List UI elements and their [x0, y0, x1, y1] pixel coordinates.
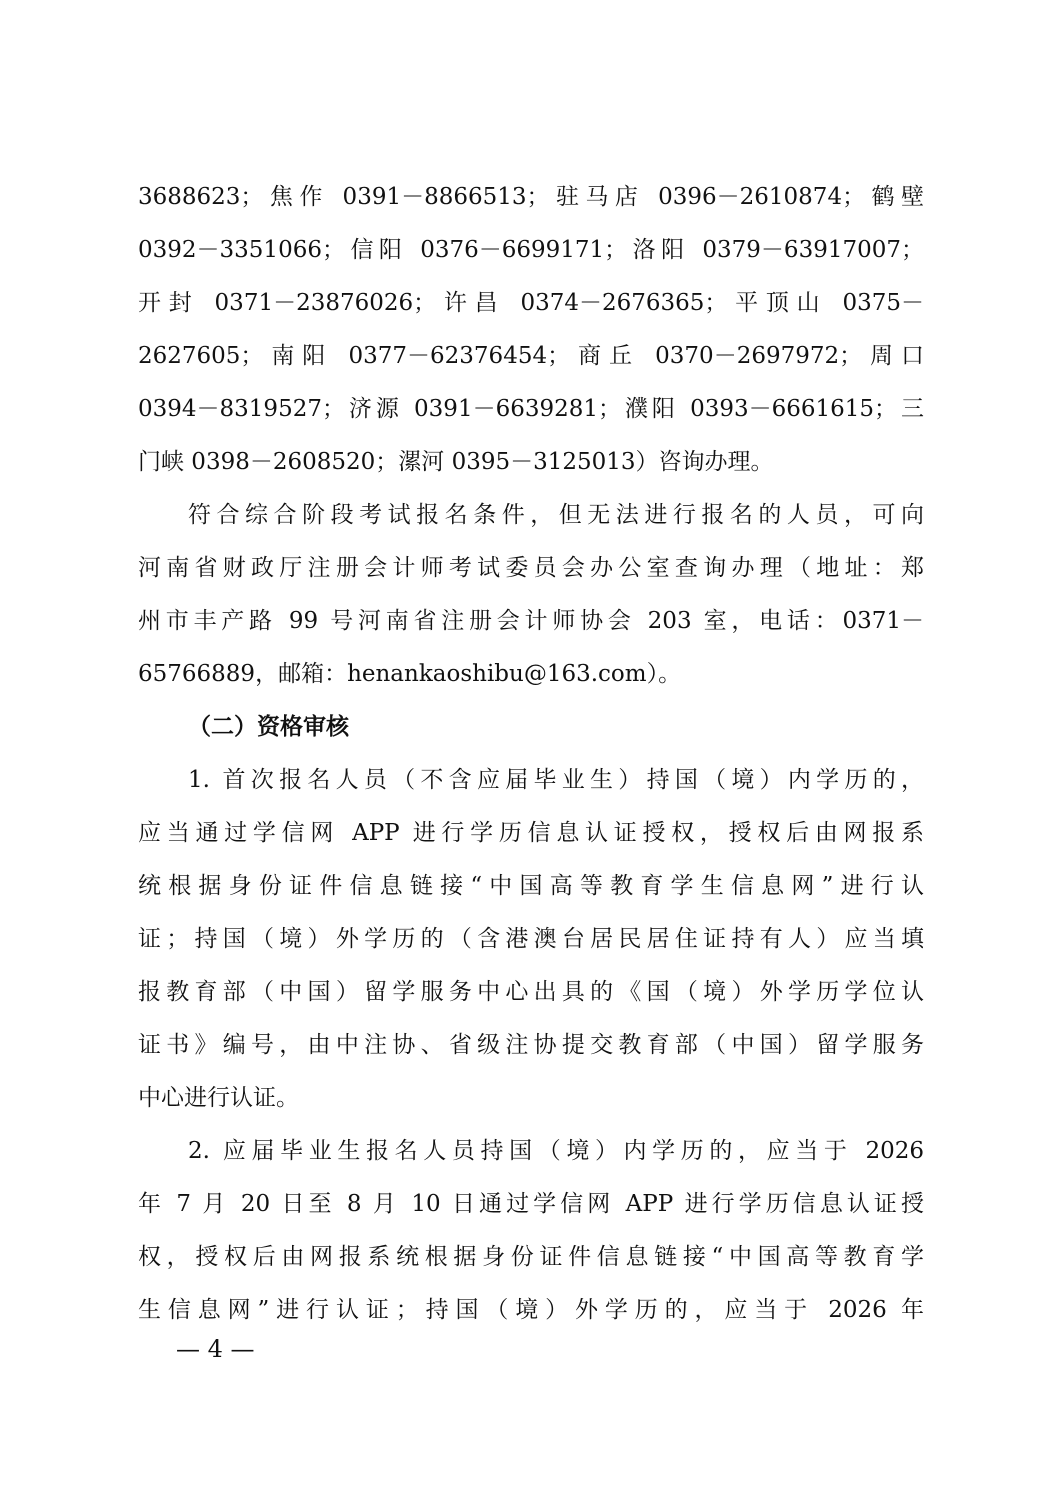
- page-number: — 4 —: [176, 1335, 255, 1363]
- text-line: 统根据身份证件信息链接“中国高等教育学生信息网”进行认: [138, 873, 924, 899]
- text-line: 开封 0371－23876026；许昌 0374－2676365；平顶山 0375－: [138, 290, 924, 316]
- text-line: 0392－3351066；信阳 0376－6699171；洛阳 0379－63917007；: [138, 237, 924, 263]
- text-line: 年 7 月 20 日至 8 月 10 日通过学信网 APP 进行学历信息认证授: [138, 1191, 924, 1217]
- text-line: 3688623；焦作 0391－8866513；驻马店 0396－2610874；鹤壁: [138, 184, 924, 210]
- text-line: 证书》编号，由中注协、省级注协提交教育部（中国）留学服务: [138, 1032, 924, 1058]
- text-line: 证；持国（境）外学历的（含港澳台居民居住证持有人）应当填: [138, 926, 924, 952]
- text-line: 符合综合阶段考试报名条件，但无法进行报名的人员，可向: [188, 502, 924, 528]
- text-line: 0394－8319527；济源 0391－6639281；濮阳 0393－6661615；三: [138, 396, 924, 422]
- text-line: 门峡 0398－2608520；漯河 0395－3125013）咨询办理。: [138, 449, 774, 475]
- text-line: 2. 应届毕业生报名人员持国（境）内学历的，应当于 2026: [188, 1138, 924, 1164]
- text-line: 河南省财政厅注册会计师考试委员会办公室查询办理（地址：郑: [138, 555, 924, 581]
- text-line: 生信息网”进行认证；持国（境）外学历的，应当于 2026 年: [138, 1297, 924, 1323]
- text-line: 1. 首次报名人员（不含应届毕业生）持国（境）内学历的，: [188, 767, 924, 793]
- text-line: 65766889，邮箱：henankaoshibu@163.com）。: [138, 661, 682, 687]
- text-line: 报教育部（中国）留学服务中心出具的《国（境）外学历学位认: [138, 979, 924, 1005]
- body-text: [138, 171, 924, 1337]
- text-line: 2627605；南阳 0377－62376454；商丘 0370－2697972；周口: [138, 343, 924, 369]
- text-line: 应当通过学信网 APP 进行学历信息认证授权，授权后由网报系: [138, 820, 924, 846]
- text-line: 州市丰产路 99 号河南省注册会计师协会 203 室，电话：0371－: [138, 608, 924, 634]
- text-line: 中心进行认证。: [138, 1085, 299, 1111]
- section-heading: （二）资格审核: [188, 714, 349, 740]
- text-line: 权，授权后由网报系统根据身份证件信息链接“中国高等教育学: [138, 1244, 924, 1270]
